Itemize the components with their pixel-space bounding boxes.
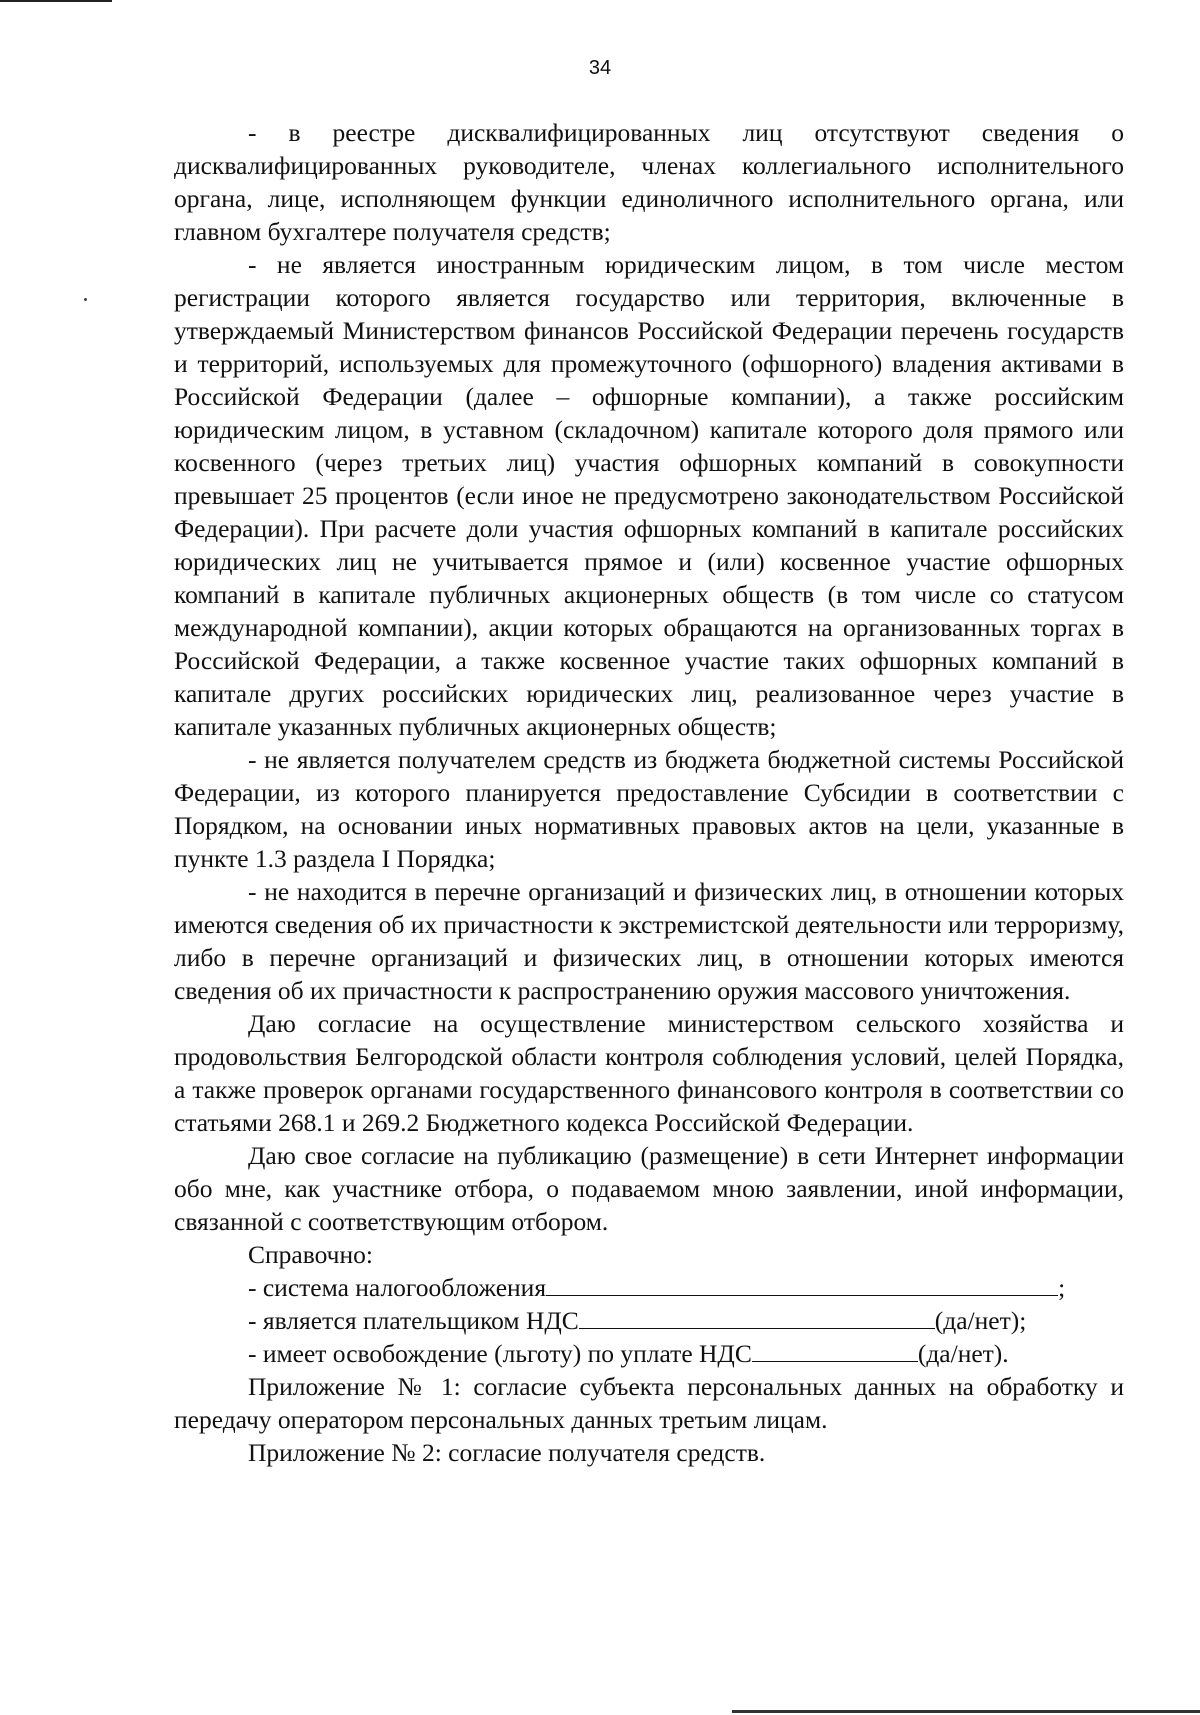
scan-edge-bottom	[732, 1710, 1200, 1713]
vat-exempt-blank	[752, 1337, 918, 1362]
paragraph-offshore-status: - не является иностранным юридическим лицом, в том числе местом регистрации которого является государство или территория, включенные в утверждаемый Министерством финансов Российской Федерации перечень государств и территорий, используемых для промежуточного (офшорного) владения активами в Российской Федерации (далее – офшорные компании), а также российским юридическим лицом, в уставном (складочном) капитале которого доля прямого или косвенного (через третьих лиц) участия офшорных компаний в совокупности превышает 25 процентов (если иное не предусмотрено законодательством Российской Федерации). При расчете доли участия офшорных компаний в капитале российских юридических лиц не учитывается прямое и (или) косвенное участие офшорных компаний в капитале публичных акционерных обществ (в том числе со статусом международной компании), акции которых обращаются на организованных торгах в Российской Федерации, а также косвенное участие таких офшорных компаний в капитале других российских юридических лиц, реализованное через участие в капитале указанных публичных акционерных обществ;	[174, 250, 1124, 741]
paragraph-control-consent: Даю согласие на осуществление министерством сельского хозяйства и продовольствия Белгородской области контроля соблюдения условий, целей Порядка, а также проверок органами государственного финансового контроля в соответствии со статьями 268.1 и 269.2 Бюджетного кодекса Российской Федерации.	[174, 1009, 1124, 1137]
tax-system-blank	[546, 1271, 1058, 1296]
tax-system-label: - система налогообложения	[248, 1273, 547, 1302]
paragraph-extremism-list: - не находится в перечне организаций и физических лиц, в отношении которых имеются сведения об их причастности к экстремистской деятельности или терроризму, либо в перечне организаций и физических лиц, в отношении которых имеются сведения об их причастности к распространению оружия массового уничтожения.	[174, 877, 1124, 1005]
vat-payer-label: - является плательщиком НДС	[248, 1306, 579, 1335]
appendix-2: Приложение № 2: согласие получателя средств.	[248, 1438, 766, 1467]
paragraph-publication-consent: Даю свое согласие на публикацию (размещение) в сети Интернет информации обо мне, как участнике отбора, о подаваемом мною заявлении, иной информации, связанной с соответствующим отбором.	[174, 1141, 1124, 1236]
tax-system-end: ;	[1058, 1273, 1066, 1302]
vat-exempt-suffix: (да/нет).	[917, 1339, 1009, 1368]
vat-payer-blank	[579, 1304, 935, 1329]
document-body	[174, 116, 1124, 1469]
vat-payer-suffix: (да/нет);	[934, 1306, 1027, 1335]
vat-payer-line	[174, 1304, 1124, 1337]
reference-heading: Справочно:	[248, 1240, 373, 1269]
paragraph-budget-recipient: - не является получателем средств из бюджета бюджетной системы Российской Федерации, из которого планируется предоставление Субсидии в соответствии с Порядком, на основании иных нормативных правовых актов на цели, указанные в пункте 1.3 раздела I Порядка;	[174, 745, 1124, 873]
paragraph-disqualified-registry: - в реестре дисквалифицированных лиц отсутствуют сведения о дисквалифицированных руководителе, членах коллегиального исполнительного органа, лице, исполняющем функции единоличного исполнительного органа, или главном бухгалтере получателя средств;	[174, 118, 1124, 246]
scan-edge-top	[0, 0, 112, 2]
tax-system-line	[174, 1271, 1124, 1304]
appendix-1: Приложение № 1: согласие субъекта персональных данных на обработку и передачу оператором персональных данных третьим лицам.	[174, 1372, 1124, 1434]
scan-speck	[84, 298, 87, 301]
vat-exempt-label: - имеет освобождение (льготу) по уплате НДС	[248, 1339, 752, 1368]
vat-exempt-line	[174, 1337, 1124, 1370]
page-number: 34	[588, 57, 612, 79]
